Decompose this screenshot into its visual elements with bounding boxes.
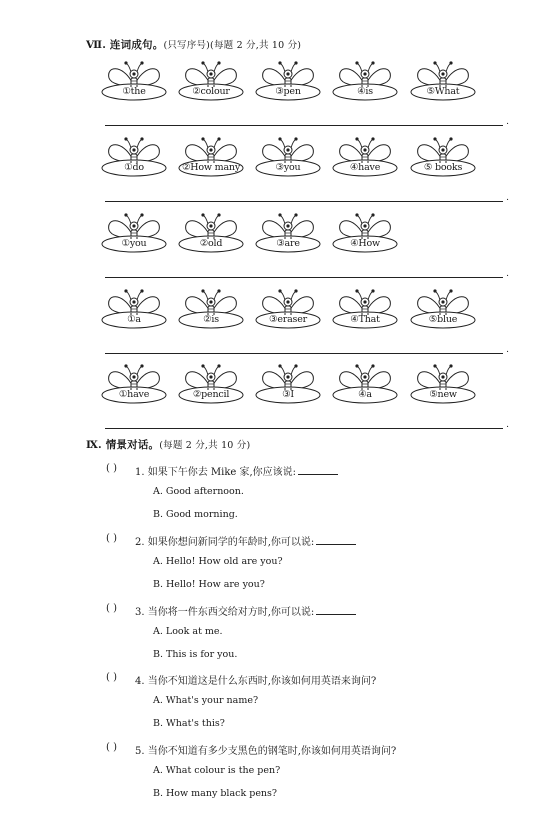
answer-line[interactable] [105,201,503,202]
butterfly-word-card [100,60,168,106]
answer-line[interactable] [105,277,503,278]
question-prompt: 1. 如果下午你去 Mike 家,你应该说: [135,467,297,478]
butterfly-word-card [177,136,245,182]
butterfly-icon [254,212,322,258]
butterfly-icon [100,60,168,106]
section-9-heading: Ⅸ. 情景对话。 [86,439,160,451]
question-text [135,463,338,478]
word-label: ②pencil [192,389,230,400]
answer-paren[interactable]: ( ) [106,672,117,683]
option-a: A. Good afternoon. [153,486,244,497]
section-9-note: (每题 2 分,共 10 分) [159,440,251,451]
butterfly-icon [100,212,168,258]
butterfly-word-card [409,363,477,409]
butterfly-word-card [254,212,322,258]
butterfly-icon [254,136,322,182]
word-label: ⑤ books [423,162,463,173]
butterfly-icon [177,288,245,334]
word-label: ②colour [192,86,230,97]
word-label: ④have [349,162,381,173]
answer-line[interactable] [105,125,503,126]
butterfly-icon [177,136,245,182]
butterfly-word-card [331,363,399,409]
word-label: ④a [358,389,372,400]
question-text [135,742,396,757]
butterfly-icon [177,60,245,106]
word-label: ②old [199,238,223,249]
question-prompt: 3. 当你将一件东西交给对方时,你可以说: [135,607,315,618]
butterfly-icon [331,363,399,409]
word-label: ⑤new [429,389,457,400]
word-label: ③I [282,389,294,400]
butterfly-icon [254,288,322,334]
butterfly-icon [254,363,322,409]
word-label: ⑤What [426,86,460,97]
option-b: B. How many black pens? [153,788,278,799]
butterfly-icon [254,60,322,106]
fill-blank[interactable] [316,604,356,615]
word-label: ④How [350,238,380,249]
word-label: ②How many [181,162,241,173]
butterfly-word-card [331,288,399,334]
butterfly-word-card [100,363,168,409]
answer-line[interactable] [105,428,503,429]
word-label: ①you [121,238,147,249]
butterfly-word-card [177,60,245,106]
butterfly-word-card [331,60,399,106]
butterfly-word-card [177,363,245,409]
answer-paren[interactable]: ( ) [106,742,117,753]
word-label: ①a [127,314,141,325]
question-text [135,672,376,687]
option-a: A. What's your name? [153,695,259,706]
question-text [135,603,356,618]
word-label: ③eraser [269,314,307,325]
word-label: ④That [350,314,380,325]
question-text [135,533,356,548]
word-label: ③are [276,238,300,249]
butterfly-word-card [331,212,399,258]
butterfly-icon [177,363,245,409]
butterfly-word-card [254,288,322,334]
question-prompt: 5. 当你不知道有多少支黑色的钢笔时,你该如何用英语询问? [135,746,397,757]
butterfly-word-card [409,60,477,106]
butterfly-word-card [254,136,322,182]
answer-line[interactable] [105,353,503,354]
butterfly-icon [409,136,477,182]
option-b: B. Hello! How are you? [153,579,265,590]
word-label: ①have [118,389,150,400]
butterfly-word-card [100,136,168,182]
butterfly-icon [331,212,399,258]
option-b: B. What's this? [153,718,225,729]
butterfly-word-card [409,288,477,334]
butterfly-icon [177,212,245,258]
answer-paren[interactable]: ( ) [106,603,117,614]
butterfly-word-card [254,60,322,106]
butterfly-icon [331,60,399,106]
butterfly-word-card [100,288,168,334]
word-label: ②is [203,314,219,325]
word-label: ③you [275,162,301,173]
butterfly-icon [100,363,168,409]
butterfly-word-card [409,136,477,182]
butterfly-word-card [177,212,245,258]
butterfly-word-card [100,212,168,258]
section-7-note: (只写序号)(每题 2 分,共 10 分) [163,40,302,51]
option-b: B. This is for you. [153,649,238,660]
option-b: B. Good morning. [153,509,238,520]
butterfly-icon [409,60,477,106]
butterfly-icon [100,136,168,182]
section-9-title [86,437,250,452]
option-a: A. Hello! How old are you? [153,556,283,567]
word-label: ③pen [275,86,301,97]
option-a: A. Look at me. [153,626,223,637]
section-7-heading: Ⅶ. 连词成句。 [86,39,164,51]
fill-blank[interactable] [316,534,356,545]
butterfly-word-card [331,136,399,182]
question-prompt: 4. 当你不知道这是什么东西时,你该如何用英语来询问? [135,676,377,687]
word-label: ④is [357,86,373,97]
butterfly-icon [100,288,168,334]
question-prompt: 2. 如果你想问新同学的年龄时,你可以说: [135,537,315,548]
answer-paren[interactable]: ( ) [106,463,117,474]
butterfly-word-card [177,288,245,334]
butterfly-icon [409,363,477,409]
answer-paren[interactable]: ( ) [106,533,117,544]
fill-blank[interactable] [298,464,338,475]
butterfly-word-card [254,363,322,409]
option-a: A. What colour is the pen? [153,765,281,776]
word-label: ⑤blue [428,314,458,325]
section-7-title [86,37,301,52]
word-label: ①do [124,162,144,173]
butterfly-icon [331,136,399,182]
word-label: ①the [122,86,146,97]
butterfly-icon [331,288,399,334]
butterfly-icon [409,288,477,334]
